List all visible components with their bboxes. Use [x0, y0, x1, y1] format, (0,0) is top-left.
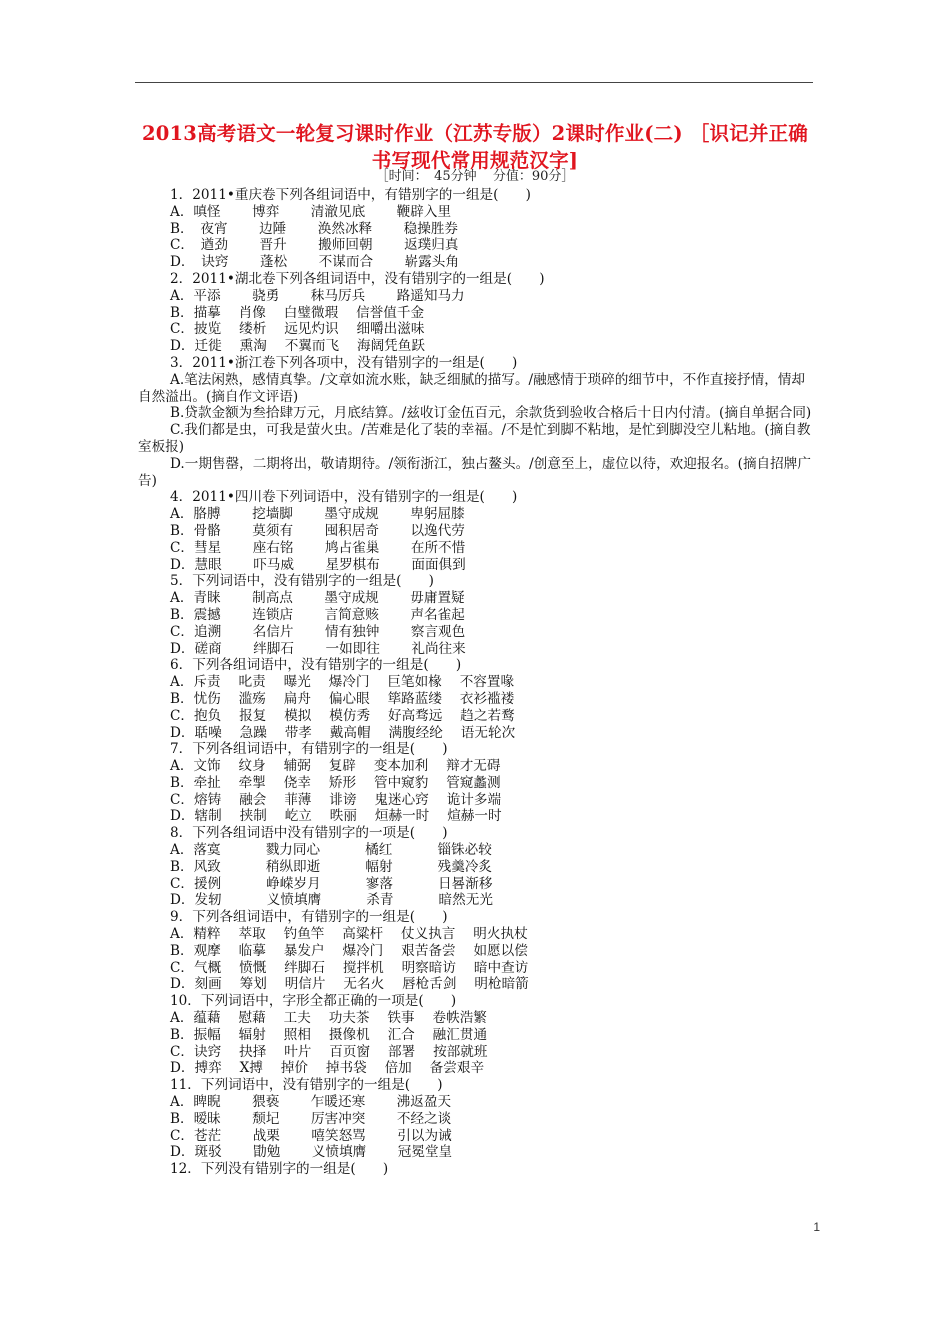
question-stem: 11．下列词语中，没有错别字的一组是( )	[170, 1077, 443, 1094]
question-stem: 6．下列各组词语中，没有错别字的一组是( )	[170, 657, 462, 674]
answer-option: D．刻画 筹划 明信片 无名火 唇枪舌剑 明枪暗箭	[170, 976, 529, 993]
answer-option: A．青睐 制高点 墨守成规 毋庸置疑	[170, 590, 465, 607]
answer-option: C．气概 愤慨 绊脚石 搅拌机 明察暗访 暗中查访	[170, 959, 529, 976]
question-stem: 10．下列词语中，字形全都正确的一项是( )	[170, 993, 457, 1010]
question-passage: D.一期售罄，二期将出，敬请期待。/领衔浙江，独占鳌头。/创意至上，虚位以待，欢迎报名。(摘自招牌广告)	[138, 455, 811, 489]
page-number: 1	[813, 1220, 820, 1234]
answer-option: D．迁徙 熏淘 不翼而飞 海阔凭鱼跃	[170, 338, 425, 355]
answer-option: B．牵扯 牵掣 侥幸 矫形 管中窥豹 管窥蠡测	[170, 774, 501, 791]
question-stem: 12．下列没有错别字的一组是( )	[170, 1161, 389, 1178]
question-passage: A.笔法闲熟，感情真挚。/文章如流水账，缺乏细腻的描写。/融感情于琐碎的细节中，不作直接抒情，情却自然溢出。(摘自作文评语)	[138, 371, 806, 405]
question-list	[138, 187, 818, 1178]
answer-option: D．搏弈 Ⅹ搏 掉价 掉书袋 倍加 备尝艰辛	[170, 1060, 485, 1077]
answer-option: B． 夜宵 边陲 涣然冰释 稳操胜券	[170, 220, 459, 237]
answer-option: D．辖制 挟制 屹立 昳丽 烜赫一时 煊赫一时	[170, 808, 502, 825]
answer-option: B．描摹 肖像 白璧微瑕 信誉值千金	[170, 304, 425, 321]
question-stem: 3．2011•浙江卷下列各项中，没有错别字的一组是( )	[170, 354, 518, 371]
answer-option: B．骨骼 莫须有 囤积居奇 以逸代劳	[170, 522, 465, 539]
answer-option: A．落寞 戮力同心 橘红 锱铢必较	[170, 842, 492, 859]
answer-option: C．披览 缕析 远见灼识 细嚼出滋味	[170, 321, 425, 338]
question-stem: 2．2011•湖北卷下列各组词语中，没有错别字的一组是( )	[170, 270, 545, 287]
answer-option: A．精粹 萃取 钓鱼竿 高粱杆 仗义执言 明火执杖	[170, 926, 528, 943]
answer-option: D．磋商 绊脚石 一如即往 礼尚往来	[170, 640, 466, 657]
question-stem: 7．下列各组词语中，有错别字的一组是( )	[170, 741, 448, 758]
answer-option: D． 诀窍 蓬松 不谋而合 崭露头角	[170, 254, 459, 271]
answer-option: B．振幅 辐射 照相 摄像机 汇合 融汇贯通	[170, 1026, 488, 1043]
question-stem: 8．下列各组词语中没有错别字的一项是( )	[170, 825, 448, 842]
answer-option: B．震撼 连锁店 言简意赅 声名雀起	[170, 606, 465, 623]
answer-option: C．抱负 报复 模拟 模仿秀 好高骛远 趋之若鹜	[170, 707, 515, 724]
time-score-line	[135, 169, 815, 185]
header-rule	[135, 82, 813, 83]
answer-option: B．暧昧 颓圮 厉害冲突 不经之谈	[170, 1110, 452, 1127]
answer-option: A．胳膊 挖墙脚 墨守成规 卑躬屈膝	[170, 506, 465, 523]
score-total: 分值：90分］	[492, 169, 575, 184]
question-passage: C.我们都是虫，可我是萤火虫。/苦难是化了装的幸福。/不是忙到脚不粘地，是忙到脚没空儿粘地。(摘自教室板报)	[138, 422, 811, 455]
answer-option: D．聒噪 急躁 带孝 戴高帽 满腹经纶 语无轮次	[170, 724, 516, 741]
answer-option: C．熔铸 融会 菲薄 诽谤 鬼迷心窍 诡计多端	[170, 791, 502, 808]
answer-option: D．斑驳 勖勉 义愤填膺 冠冕堂皇	[170, 1144, 453, 1161]
answer-option: D．慧眼 吓马威 星罗棋布 面面俱到	[170, 556, 466, 573]
question-stem: 1．2011•重庆卷下列各组词语中，有错别字的一组是( )	[170, 187, 531, 203]
time-limit: ［时间： 45分钟	[375, 169, 477, 184]
answer-option: D．发轫 义愤填膺 杀青 暗然无光	[170, 892, 493, 909]
answer-option: A．斥责 叱责 曝光 爆冷门 巨笔如椽 不容置喙	[170, 674, 515, 691]
question-stem: 4．2011•四川卷下列词语中，没有错别字的一组是( )	[170, 489, 518, 506]
document-title: 2013高考语文一轮复习课时作业（江苏专版）2课时作业(二) ［识记并正确书写现代常用规范汉字]	[142, 122, 808, 172]
answer-option: B．观摩 临摹 暴发户 爆冷门 艰苦备尝 如愿以偿	[170, 942, 528, 959]
answer-option: A．嗔怪 博弈 清澈见底 鞭辟入里	[170, 203, 452, 220]
question-stem: 5．下列词语中，没有错别字的一组是( )	[170, 573, 434, 590]
answer-option: A．文饰 纹身 辅弼 复辟 变本加利 辩才无碍	[170, 758, 501, 775]
answer-option: B．风致 稍纵即逝 幅射 残羹冷炙	[170, 858, 493, 875]
question-stem: 9．下列各组词语中，有错别字的一组是( )	[170, 909, 448, 926]
answer-option: A．蕴藉 慰藉 工夫 功夫茶 铁事 卷帙浩繁	[170, 1010, 487, 1027]
answer-option: C．援例 峥嵘岁月 寥落 日晷渐移	[170, 875, 493, 892]
answer-option: C．苍茫 战栗 嘻笑怒骂 引以为诫	[170, 1127, 452, 1144]
answer-option: A．睥睨 猥亵 乍暖还寒 沸返盈天	[170, 1094, 452, 1111]
answer-option: C．彗星 座右铭 鸠占雀巢 在所不惜	[170, 539, 466, 556]
answer-option: C． 遒劲 晋升 搬师回朝 返璞归真	[170, 237, 459, 254]
answer-option: C．诀窍 抉择 叶片 百页窗 部署 按部就班	[170, 1043, 488, 1060]
answer-option: B．忧伤 滥殇 扁舟 偏心眼 筚路蓝缕 衣衫褴褛	[170, 690, 515, 707]
answer-option: A．平添 骁勇 秣马厉兵 路遥知马力	[170, 287, 465, 304]
answer-option: C．追溯 名信片 情有独钟 察言观色	[170, 623, 466, 640]
question-passage: B.贷款金额为叁拾肆万元，月底结算。/兹收订金伍百元，余款货到验收合格后十日内付清。(摘自单据合同)	[170, 405, 812, 422]
